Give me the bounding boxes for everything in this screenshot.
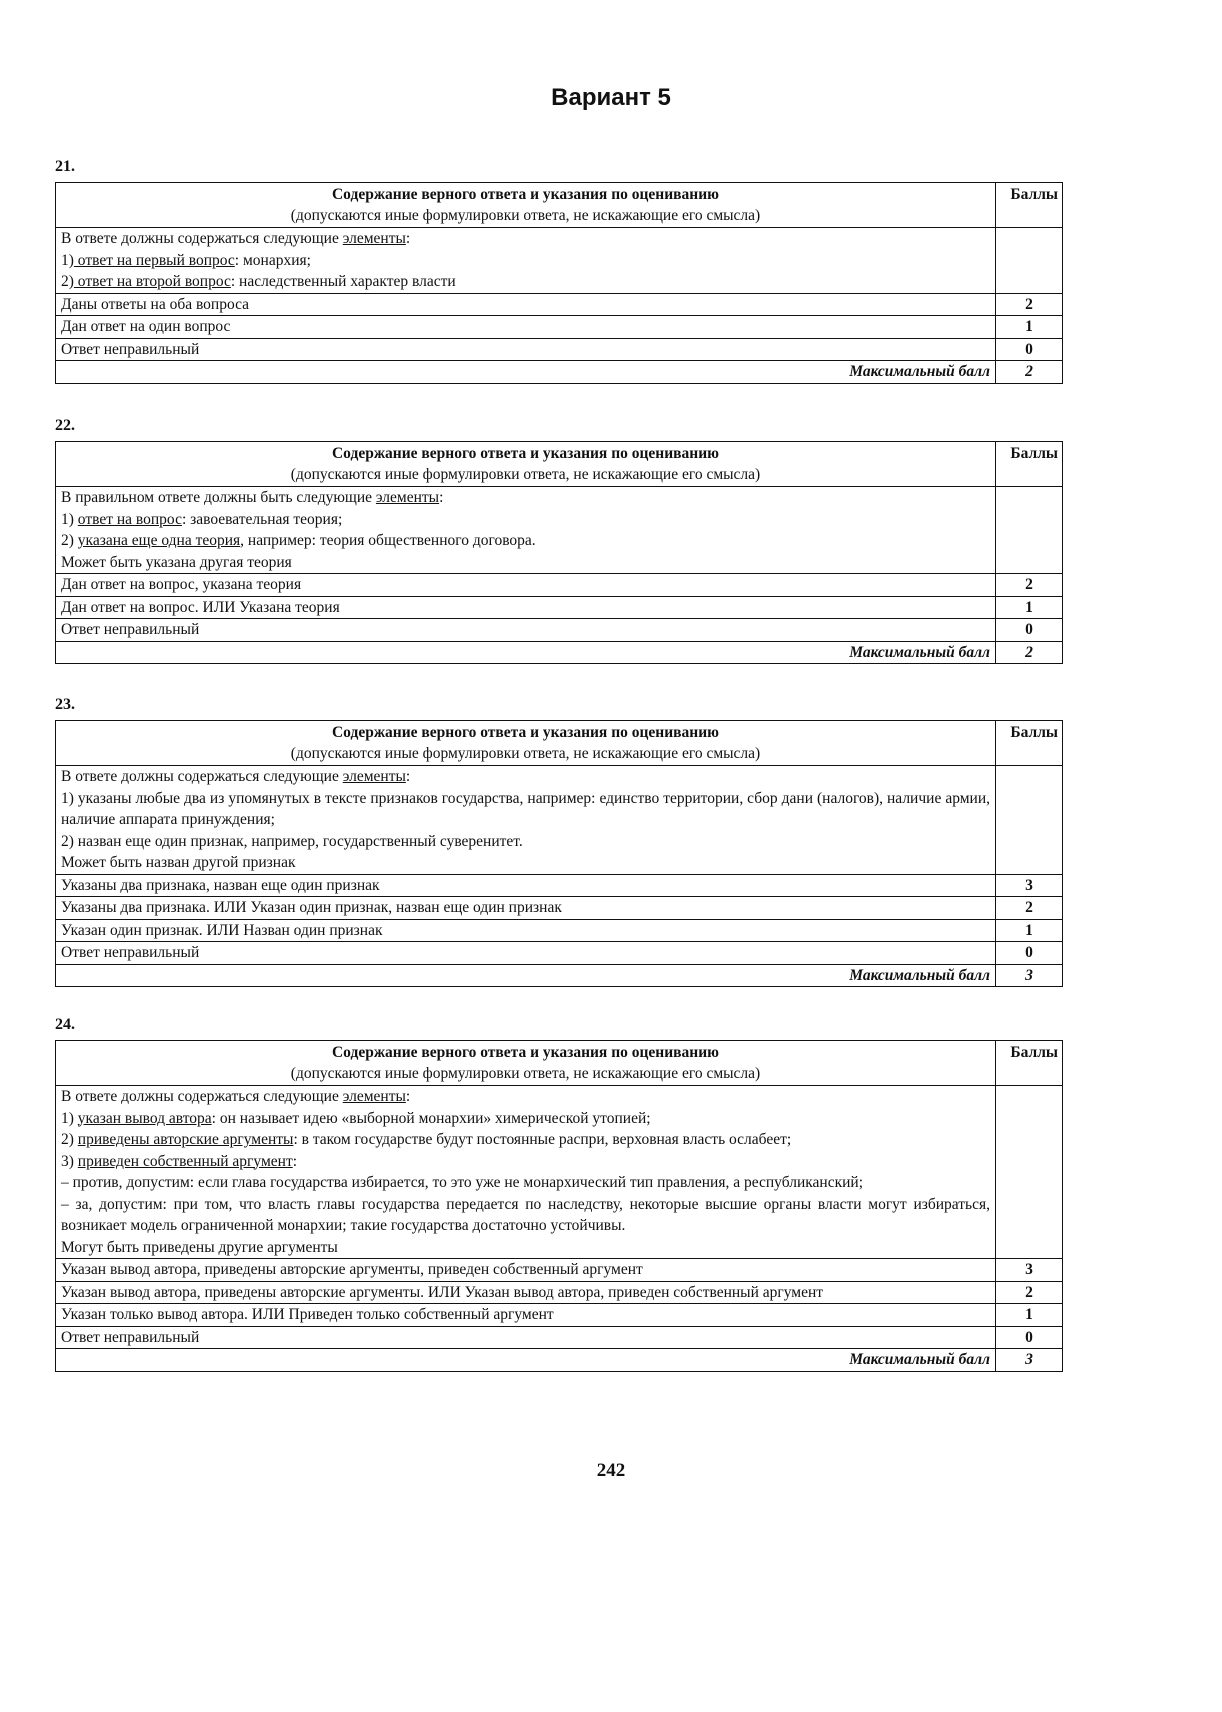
underlined-term: указан вывод автора (77, 1109, 212, 1127)
text-segment: : (405, 230, 411, 247)
underlined-term: ответ на вопрос (77, 510, 182, 528)
underlined-term: элементы (342, 768, 406, 785)
score-cell-empty (996, 228, 1063, 294)
text-segment: : (405, 768, 411, 785)
criterion-text: Дан ответ на вопрос. ИЛИ Указана теория (56, 596, 996, 619)
criterion-text: Дан ответ на один вопрос (56, 316, 996, 339)
task-23 (55, 696, 1063, 987)
score-header: Баллы (996, 721, 1063, 766)
score-value: 0 (996, 619, 1063, 642)
criterion-text: Указан только вывод автора. ИЛИ Приведен только собственный аргумент (56, 1304, 996, 1327)
text-segment: 3) (61, 1152, 78, 1170)
content-header-note: (допускаются иные формулировки ответа, не искажающие его смысла) (290, 207, 761, 224)
text-segment: : в таком государстве будут постоянные распри, верховная власть ослабеет; (293, 1131, 792, 1148)
max-score-label: Максимальный балл (56, 964, 996, 987)
text-segment: 1) (61, 251, 74, 269)
score-value: 3 (996, 874, 1063, 897)
underlined-term: элементы (375, 489, 440, 506)
text-segment: 1) (61, 510, 78, 528)
content-line (61, 1108, 990, 1130)
text-segment: : (439, 489, 444, 506)
score-value: 1 (996, 316, 1063, 339)
task-21 (55, 158, 1063, 384)
task-number: 21. (55, 158, 75, 175)
task-24 (55, 1016, 1063, 1372)
content-header-title: Содержание верного ответа и указания по оцениванию (331, 724, 719, 741)
content-row (56, 766, 1063, 875)
max-score-label: Максимальный балл (56, 641, 996, 664)
content-header-note: (допускаются иные формулировки ответа, не искажающие его смысла) (290, 1065, 761, 1082)
content-line (61, 1129, 990, 1151)
max-row (56, 641, 1063, 664)
text-segment: : наследственный характер власти (230, 273, 456, 290)
scoring-table (55, 1040, 1063, 1372)
content-line (61, 766, 990, 788)
content-row (56, 487, 1063, 574)
content-line (61, 530, 990, 552)
answer-content (56, 1086, 996, 1259)
score-row (56, 897, 1063, 920)
criterion-text: Ответ неправильный (56, 1326, 996, 1349)
content-header (56, 442, 996, 487)
content-line (61, 487, 990, 509)
header-row (56, 183, 1063, 228)
score-value: 0 (996, 1326, 1063, 1349)
content-header-note: (допускаются иные формулировки ответа, не искажающие его смысла) (290, 745, 761, 762)
answer-content (56, 487, 996, 574)
max-row (56, 361, 1063, 384)
score-row (56, 293, 1063, 316)
content-line (61, 228, 990, 250)
underlined-term: ответ на второй вопрос (73, 273, 231, 290)
max-score-label: Максимальный балл (56, 1349, 996, 1372)
score-cell-empty (996, 487, 1063, 574)
score-header: Баллы (996, 183, 1063, 228)
text-segment: 1) (61, 1109, 78, 1127)
score-cell-empty (996, 766, 1063, 875)
scoring-table (55, 182, 1063, 384)
text-segment: 2) (61, 273, 74, 290)
text-segment: : (292, 1152, 298, 1170)
score-row (56, 1281, 1063, 1304)
content-header-title: Содержание верного ответа и указания по оцениванию (331, 1044, 719, 1061)
content-line (61, 1194, 990, 1237)
content-header-title: Содержание верного ответа и указания по оцениванию (331, 186, 719, 203)
content-line (61, 831, 990, 853)
score-value: 1 (996, 1304, 1063, 1327)
text-segment: , например: теория общественного договора. (240, 532, 536, 549)
underlined-term: указана еще одна теория (77, 532, 241, 549)
header-row (56, 442, 1063, 487)
score-row (56, 596, 1063, 619)
content-header (56, 721, 996, 766)
text-segment: 2) (61, 1131, 78, 1148)
content-line (61, 1151, 990, 1173)
max-score-value: 3 (996, 964, 1063, 987)
task-22 (55, 417, 1063, 664)
text-segment: : завоевательная теория; (181, 510, 343, 528)
text-segment: Может быть указана другая теория (61, 553, 292, 571)
text-segment: В ответе должны содержаться следующие (61, 230, 343, 247)
answer-content (56, 228, 996, 294)
task-number: 24. (55, 1016, 75, 1033)
score-header: Баллы (996, 1041, 1063, 1086)
criterion-text: Ответ неправильный (56, 942, 996, 965)
max-score-value: 2 (996, 361, 1063, 384)
text-segment: – против, допустим: если глава государства избирается, то это уже не монархический тип правления, а республиканский; (61, 1174, 864, 1191)
max-row (56, 964, 1063, 987)
score-row (56, 574, 1063, 597)
max-score-label: Максимальный балл (56, 361, 996, 384)
text-segment: В ответе должны содержаться следующие (61, 1088, 343, 1105)
score-row (56, 1259, 1063, 1282)
text-segment: : (405, 1088, 411, 1105)
score-row (56, 338, 1063, 361)
answer-content (56, 766, 996, 875)
content-line (61, 1086, 990, 1108)
criterion-text: Дан ответ на вопрос, указана теория (56, 574, 996, 597)
criterion-text: Указаны два признака, назван еще один признак (56, 874, 996, 897)
content-line (61, 1172, 990, 1194)
content-line (61, 552, 990, 574)
page-number: 242 (596, 1460, 626, 1481)
max-row (56, 1349, 1063, 1372)
score-row (56, 1304, 1063, 1327)
score-value: 0 (996, 338, 1063, 361)
score-value: 1 (996, 919, 1063, 942)
max-score-value: 3 (996, 1349, 1063, 1372)
score-value: 1 (996, 596, 1063, 619)
criterion-text: Указан один признак. ИЛИ Назван один признак (56, 919, 996, 942)
score-value: 0 (996, 942, 1063, 965)
score-row (56, 874, 1063, 897)
content-row (56, 1086, 1063, 1259)
underlined-term: ответ на первый вопрос (73, 251, 235, 269)
max-score-value: 2 (996, 641, 1063, 664)
criterion-text: Даны ответы на оба вопроса (56, 293, 996, 316)
score-row (56, 1326, 1063, 1349)
text-segment: : монархия; (234, 251, 311, 269)
score-value: 2 (996, 574, 1063, 597)
criterion-text: Указаны два признака. ИЛИ Указан один признак, назван еще один признак (56, 897, 996, 920)
underlined-term: элементы (342, 1088, 406, 1105)
score-row (56, 942, 1063, 965)
header-row (56, 1041, 1063, 1086)
task-number: 23. (55, 696, 75, 713)
score-value: 2 (996, 1281, 1063, 1304)
score-value: 2 (996, 293, 1063, 316)
content-line (61, 788, 990, 831)
text-segment: В ответе должны содержаться следующие (61, 768, 343, 785)
text-segment: 2) назван еще один признак, например, государственный суверенитет. (61, 832, 523, 850)
content-line (61, 852, 990, 874)
content-header (56, 183, 996, 228)
criterion-text: Ответ неправильный (56, 338, 996, 361)
content-row (56, 228, 1063, 294)
score-value: 2 (996, 897, 1063, 920)
criterion-text: Указан вывод автора, приведены авторские аргументы, приведен собственный аргумент (56, 1259, 996, 1282)
text-segment: 1) указаны любые два из упомянутых в тексте признаков государства, например: единство территории, сбор дани (налогов), наличие армии, наличие аппарата принуждения; (61, 789, 990, 828)
score-cell-empty (996, 1086, 1063, 1259)
scoring-table (55, 720, 1063, 987)
score-value: 3 (996, 1259, 1063, 1282)
task-number: 22. (55, 417, 75, 434)
content-line (61, 1237, 990, 1259)
header-row (56, 721, 1063, 766)
score-row (56, 619, 1063, 642)
text-segment: Может быть назван другой признак (61, 854, 296, 871)
text-segment: Могут быть приведены другие аргументы (61, 1238, 338, 1256)
score-header: Баллы (996, 442, 1063, 487)
score-row (56, 316, 1063, 339)
underlined-term: элементы (342, 230, 406, 247)
text-segment: В правильном ответе должны быть следующие (61, 489, 376, 506)
content-line (61, 271, 990, 293)
underlined-term: приведен собственный аргумент (77, 1152, 293, 1170)
criterion-text: Указан вывод автора, приведены авторские аргументы. ИЛИ Указан вывод автора, приведен собственный аргумент (56, 1281, 996, 1304)
score-row (56, 919, 1063, 942)
underlined-term: приведены авторские аргументы (77, 1131, 294, 1148)
content-header-note: (допускаются иные формулировки ответа, не искажающие его смысла) (290, 466, 761, 483)
scoring-table (55, 441, 1063, 664)
content-line (61, 509, 990, 531)
text-segment: : он называет идею «выборной монархии» химерической утопией; (211, 1109, 651, 1127)
text-segment: – за, допустим: при том, что власть главы государства передается по наследству, некоторые высшие органы власти могут избираться, возникает модель ограниченной монархии; такие государства достаточно устойчивы. (61, 1195, 990, 1234)
page-title: Вариант 5 (551, 84, 671, 111)
text-segment: 2) (61, 532, 78, 549)
content-header-title: Содержание верного ответа и указания по оцениванию (331, 445, 719, 462)
content-header (56, 1041, 996, 1086)
content-line (61, 250, 990, 272)
criterion-text: Ответ неправильный (56, 619, 996, 642)
